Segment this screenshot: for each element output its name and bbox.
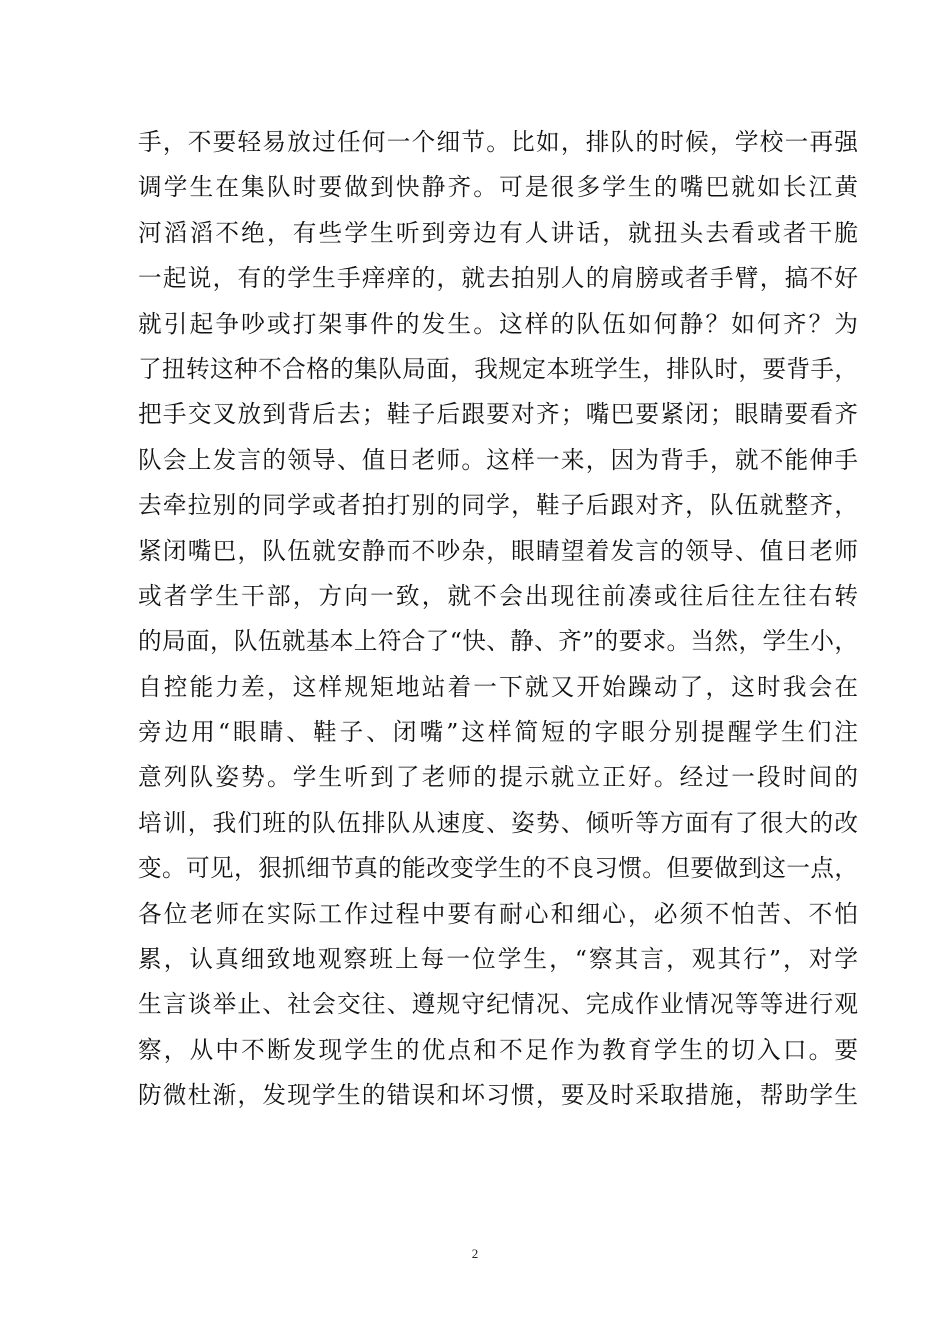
text-line: 把手交叉放到背后去；鞋子后跟要对齐；嘴巴要紧闭；眼睛要看齐 [138, 400, 858, 429]
text-line: 就引起争吵或打架事件的发生。这样的队伍如何静？如何齐？为 [138, 309, 858, 338]
page-number: 2 [471, 1246, 479, 1261]
text-line: 手，不要轻易放过任何一个细节。比如，排队的时候，学校一再强 [138, 128, 858, 156]
text-line: 生言谈举止、社会交往、遵规守纪情况、完成作业情况等等进行观 [138, 990, 858, 1019]
text-line: 旁边用“眼睛、鞋子、闭嘴”这样简短的字眼分别提醒学生们注 [138, 718, 858, 747]
text-line: 的局面，队伍就基本上符合了“快、静、齐”的要求。当然，学生小， [138, 627, 858, 656]
text-line: 或者学生干部，方向一致，就不会出现往前凑或往后往左往右转 [138, 581, 858, 610]
text-line: 自控能力差，这样规矩地站着一下就又开始躁动了，这时我会在 [138, 672, 858, 701]
text-line: 察，从中不断发现学生的优点和不足作为教育学生的切入口。要 [138, 1035, 858, 1064]
text-line: 一起说，有的学生手痒痒的，就去拍别人的肩膀或者手臂，搞不好 [138, 264, 858, 293]
text-line: 河滔滔不绝，有些学生听到旁边有人讲话，就扭头去看或者干脆 [138, 218, 858, 247]
text-line: 培训，我们班的队伍排队从速度、姿势、倾听等方面有了很大的改 [138, 808, 858, 837]
text-line: 了扭转这种不合格的集队局面，我规定本班学生，排队时，要背手， [138, 354, 858, 383]
text-line: 变。可见，狠抓细节真的能改变学生的不良习惯。但要做到这一点， [138, 854, 858, 883]
body-text [138, 120, 858, 1119]
text-line: 去牵拉别的同学或者拍打别的同学，鞋子后跟对齐，队伍就整齐， [138, 491, 858, 520]
text-line: 紧闭嘴巴，队伍就安静而不吵杂，眼睛望着发言的领导、值日老师 [138, 536, 858, 565]
text-line: 累，认真细致地观察班上每一位学生，“察其言，观其行”，对学 [138, 945, 858, 974]
text-line: 队会上发言的领导、值日老师。这样一来，因为背手，就不能伸手 [138, 445, 858, 474]
text-line: 防微杜渐，发现学生的错误和坏习惯，要及时采取措施，帮助学生 [138, 1081, 858, 1110]
text-line: 调学生在集队时要做到快静齐。可是很多学生的嘴巴就如长江黄 [138, 173, 858, 202]
text-line: 各位老师在实际工作过程中要有耐心和细心，必须不怕苦、不怕 [138, 899, 858, 928]
text-line: 意列队姿势。学生听到了老师的提示就立正好。经过一段时间的 [138, 763, 858, 792]
